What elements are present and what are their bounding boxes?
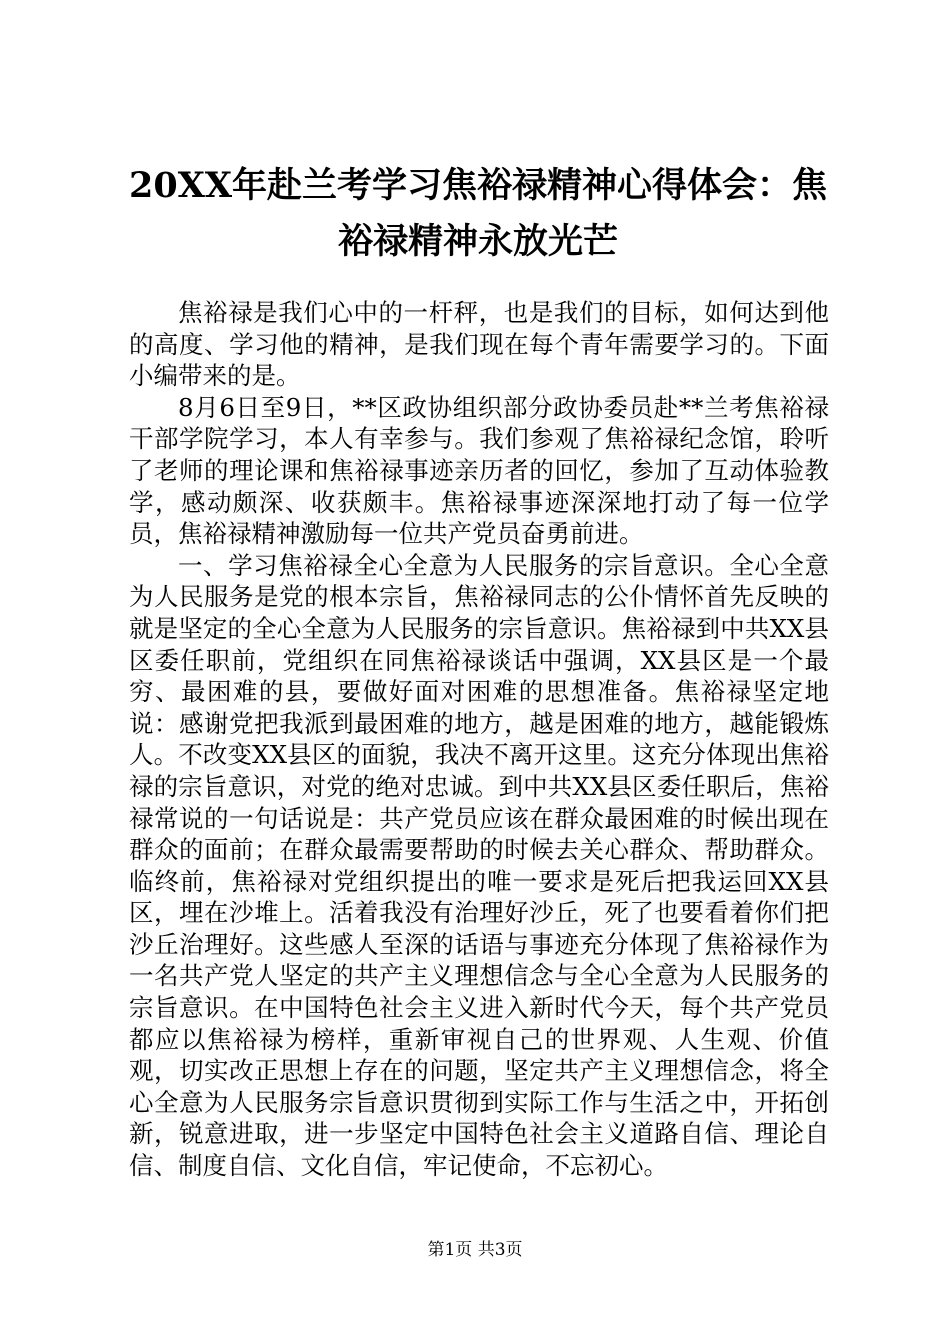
page-number-footer: 第1页 共3页 xyxy=(427,1240,523,1260)
document-body xyxy=(129,297,829,1182)
document-title: 20XX年赴兰考学习焦裕禄精神心得体会：焦裕禄精神永放光芒 xyxy=(128,165,828,262)
paragraph-visit: 8月6日至9日，**区政协组织部分政协委员赴**兰考焦裕禄干部学院学习，本人有幸参与。我们参观了焦裕禄纪念馆，聆听了老师的理论课和焦裕禄事迹亲历者的回忆，参加了互动体验教学，感动颇深、收获颇丰。焦裕禄事迹深深地打动了每一位学员，焦裕禄精神激励每一位共产党员奋勇前进。 xyxy=(129,392,829,549)
paragraph-section-one: 一、学习焦裕禄全心全意为人民服务的宗旨意识。全心全意为人民服务是党的根本宗旨，焦裕禄同志的公仆情怀首先反映的就是坚定的全心全意为人民服务的宗旨意识。焦裕禄到中共XX县区委任职前，党组织在同焦裕禄谈话中强调，XX县区是一个最穷、最困难的县，要做好面对困难的思想准备。焦裕禄坚定地说：感谢党把我派到最困难的地方，越是困难的地方，越能锻炼人。不改变XX县区的面貌，我决不离开这里。这充分体现出焦裕禄的宗旨意识，对党的绝对忠诚。到中共XX县区委任职后，焦裕禄常说的一句话说是：共产党员应该在群众最困难的时候出现在群众的面前；在群众最需要帮助的时候去关心群众、帮助群众。临终前，焦裕禄对党组织提出的唯一要求是死后把我运回XX县区，埋在沙堆上。活着我没有治理好沙丘，死了也要看着你们把沙丘治理好。这些感人至深的话语与事迹充分体现了焦裕禄作为一名共产党人坚定的共产主义理想信念与全心全意为人民服务的宗旨意识。在中国特色社会主义进入新时代今天，每个共产党员都应以焦裕禄为榜样，重新审视自己的世界观、人生观、价值观，切实改正思想上存在的问题，坚定共产主义理想信念，将全心全意为人民服务宗旨意识贯彻到实际工作与生活之中，开拓创新，锐意进取，进一步坚定中国特色社会主义道路自信、理论自信、制度自信、文化自信，牢记使命，不忘初心。 xyxy=(129,550,829,1181)
paragraph-intro: 焦裕禄是我们心中的一杆秤，也是我们的目标，如何达到他的高度、学习他的精神，是我们现在每个青年需要学习的。下面小编带来的是。 xyxy=(129,298,829,391)
